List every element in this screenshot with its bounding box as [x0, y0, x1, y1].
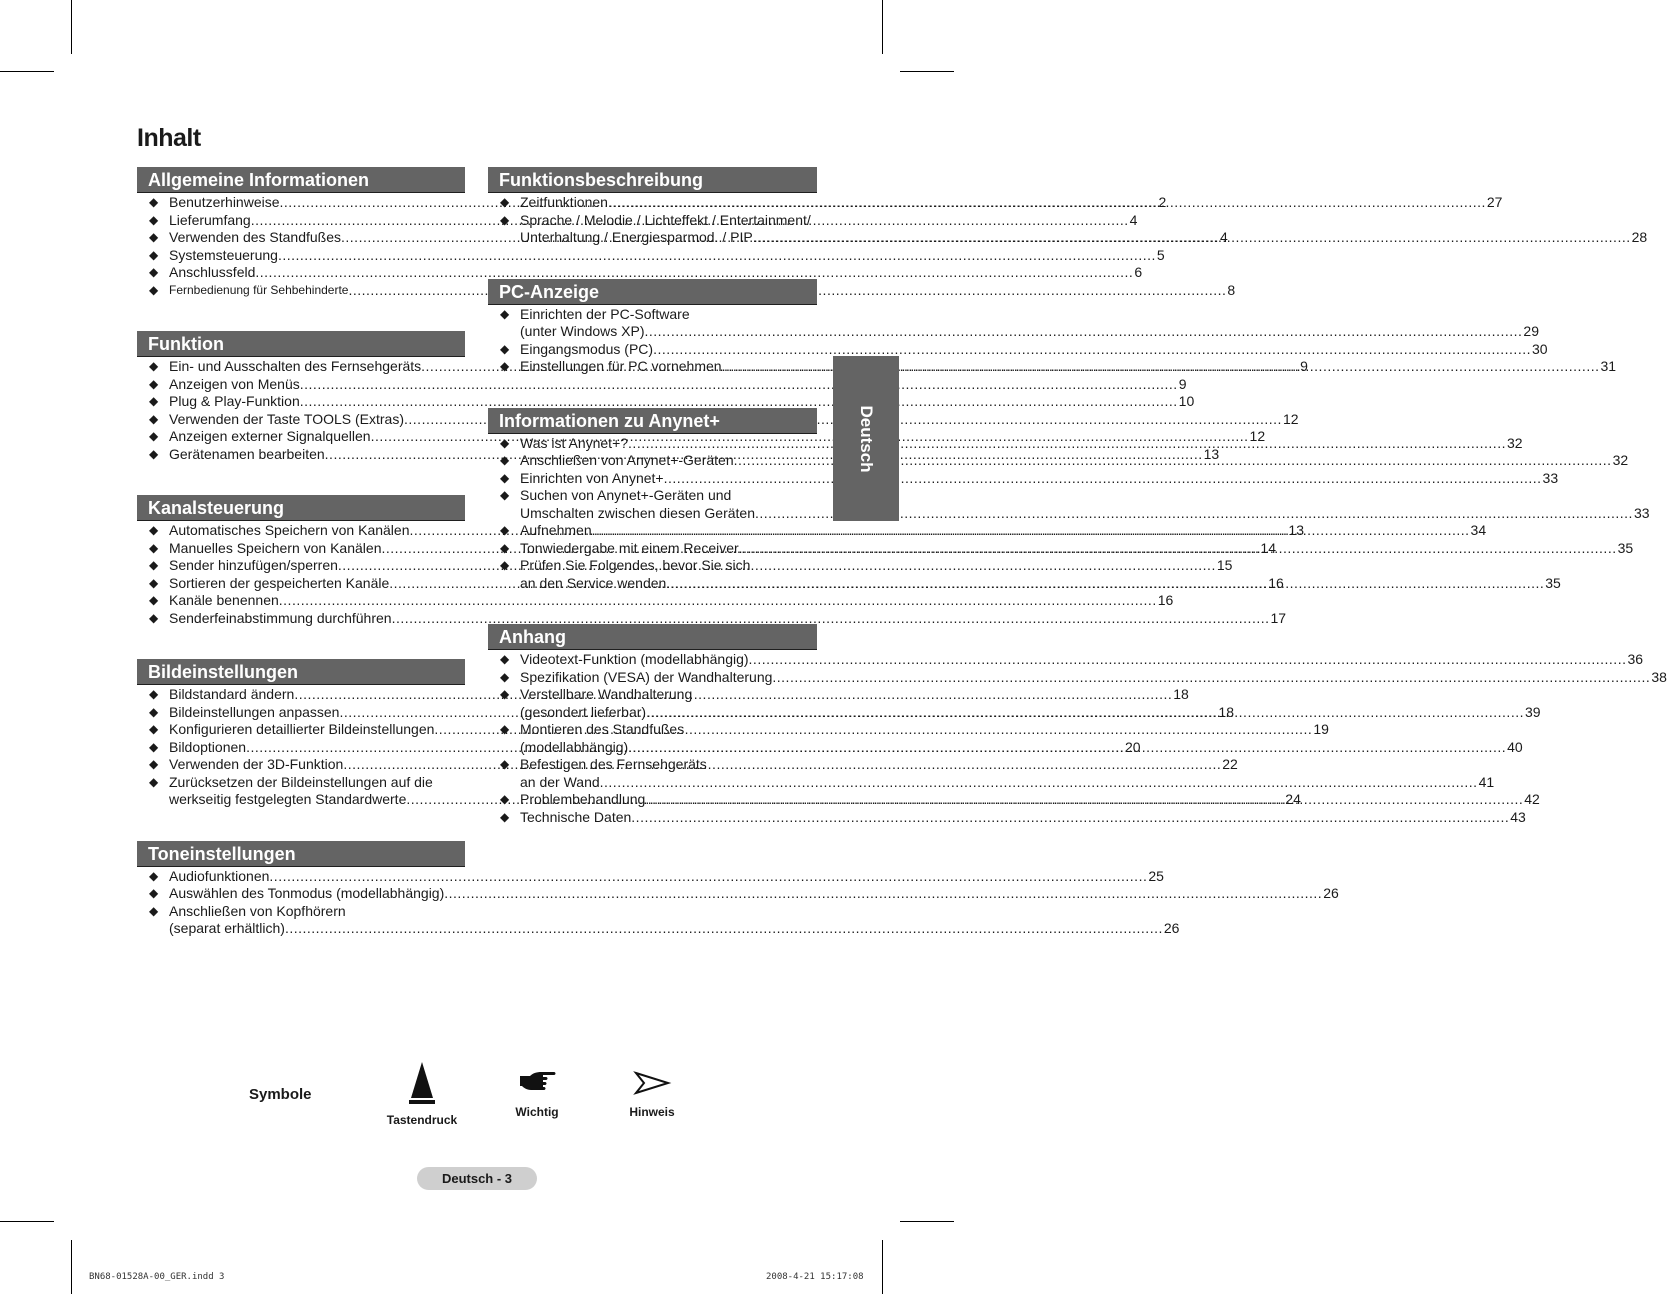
toc-page-number: 32 — [1506, 434, 1523, 451]
diamond-bullet-icon: ◆ — [149, 575, 159, 590]
toc-entry[interactable] — [488, 668, 1667, 687]
toc-page-number: 34 — [1470, 522, 1487, 538]
toc-entry-text: Unterhaltung / Energiesparmod. / PIP — [520, 229, 753, 245]
toc-page-number: 18 — [1218, 703, 1234, 720]
toc-entry-text: Sortieren der gespeicherten Kanäle — [169, 574, 390, 591]
diamond-bullet-icon: ◆ — [500, 195, 510, 209]
diamond-bullet-icon: ◆ — [500, 652, 510, 666]
diamond-bullet-icon: ◆ — [500, 809, 510, 824]
toc-page-number: 33 — [1633, 504, 1650, 521]
diamond-bullet-icon: ◆ — [149, 558, 159, 572]
toc-page-number: 6 — [1134, 264, 1143, 280]
toc-entry-text: Fernbedienung für Sehbehinderte — [169, 282, 349, 297]
diamond-bullet-icon: ◆ — [149, 212, 159, 227]
dot-leader — [645, 791, 1523, 809]
arrow-note-icon — [632, 1066, 672, 1100]
toc-entry-text: Befestigen des Fernsehgeräts — [520, 756, 707, 772]
toc-page-number: 16 — [1157, 592, 1174, 608]
print-slug-file: BN68-01528A-00_GER.indd 3 — [89, 1272, 225, 1282]
toc-entry-list — [488, 305, 1617, 376]
diamond-bullet-icon: ◆ — [149, 429, 159, 443]
symbol-press-key — [382, 1060, 462, 1127]
toc-entry[interactable] — [488, 358, 1617, 376]
crop-mark — [0, 71, 54, 72]
toc-page-number: 30 — [1532, 340, 1548, 357]
toc-entry-text: Sprache / Melodie / Lichteffekt / Entertainment/ — [520, 211, 811, 228]
toc-entry-text: Tonwiedergabe mit einem Receiver — [520, 539, 739, 556]
toc-page-number: 18 — [1173, 686, 1189, 702]
crop-mark — [71, 0, 72, 54]
section-heading: Toneinstellungen — [137, 841, 465, 867]
diamond-bullet-icon: ◆ — [500, 488, 510, 502]
toc-entry[interactable] — [488, 651, 1644, 669]
toc-page-number: 27 — [1486, 194, 1503, 210]
toc-entry-text: Bildoptionen — [169, 738, 247, 755]
diamond-bullet-icon: ◆ — [149, 593, 159, 607]
toc-entry-text: Sender hinzufügen/sperren — [169, 557, 338, 573]
crop-mark — [882, 1240, 883, 1294]
toc-entry-text: (unter Windows XP) — [520, 323, 645, 339]
toc-page-number: 10 — [1178, 393, 1195, 409]
crop-mark — [900, 71, 954, 72]
dot-leader — [608, 194, 1486, 212]
toc-page-number: 35 — [1617, 539, 1634, 556]
toc-page-number: 29 — [1523, 323, 1539, 339]
toc-entry[interactable] — [488, 305, 1539, 341]
diamond-bullet-icon: ◆ — [149, 446, 159, 461]
toc-page-number: 12 — [1249, 428, 1266, 444]
toc-entry-text: Systemsteuerung — [169, 246, 278, 263]
dot-leader — [628, 739, 1506, 757]
toc-page-number: 13 — [1203, 445, 1220, 462]
toc-entry-text: Spezifikation (VESA) der Wandhalterung — [520, 668, 773, 685]
toc-entry-text: Auswählen des Tonmodus (modellabhängig) — [169, 885, 445, 901]
toc-page-number: 19 — [1313, 721, 1329, 737]
diamond-bullet-icon: ◆ — [149, 195, 159, 209]
toc-entry[interactable] — [137, 885, 1339, 903]
page-title: Inhalt — [137, 124, 201, 152]
dot-leader — [628, 435, 1506, 453]
toc-section — [488, 167, 1648, 247]
toc-page-number: 26 — [1163, 920, 1180, 936]
pointing-hand-icon — [517, 1066, 557, 1100]
diamond-bullet-icon: ◆ — [500, 212, 510, 227]
toc-entry-text: Plug & Play-Funktion — [169, 393, 300, 409]
diamond-bullet-icon: ◆ — [500, 722, 510, 736]
toc-page-number: 39 — [1525, 703, 1541, 720]
toc-page-number: 28 — [1631, 229, 1648, 245]
dot-leader — [772, 669, 1650, 687]
toc-page-number: 41 — [1478, 773, 1495, 790]
diamond-bullet-icon: ◆ — [149, 411, 159, 426]
dot-leader — [600, 774, 1478, 792]
crop-mark — [900, 1221, 954, 1222]
toc-entry-text: Automatisches Speichern von Kanälen — [169, 522, 410, 538]
toc-entry-text: Zurücksetzen der Bildeinstellungen auf die — [169, 773, 433, 790]
toc-page-number: 14 — [1260, 539, 1276, 556]
diamond-bullet-icon: ◆ — [500, 359, 510, 373]
section-heading: Informationen zu Anynet+ — [488, 408, 817, 434]
toc-entry-text: Lieferumfang — [169, 211, 251, 228]
diamond-bullet-icon: ◆ — [149, 903, 159, 918]
diamond-bullet-icon: ◆ — [149, 610, 159, 625]
dot-leader — [269, 868, 1147, 886]
diamond-bullet-icon: ◆ — [149, 523, 159, 537]
toc-page-number: 4 — [1219, 229, 1228, 245]
diamond-bullet-icon: ◆ — [500, 558, 510, 572]
toc-entry-text: Zeitfunktionen — [520, 194, 608, 210]
toc-entry[interactable] — [488, 340, 1548, 359]
toc-entry-text: Anschlussfeld — [169, 264, 256, 280]
toc-entry[interactable] — [137, 609, 1287, 628]
toc-entry-list — [488, 193, 1648, 247]
toc-entry-text: Bildeinstellungen anpassen — [169, 703, 340, 720]
toc-entry-text: Umschalten zwischen diesen Geräten — [520, 504, 756, 521]
diamond-bullet-icon: ◆ — [500, 470, 510, 485]
diamond-bullet-icon: ◆ — [149, 886, 159, 900]
section-heading: Kanalsteuerung — [137, 495, 465, 521]
toc-page-number: 12 — [1282, 410, 1299, 427]
diamond-bullet-icon: ◆ — [149, 757, 159, 771]
symbol-caption: Hinweis — [629, 1105, 675, 1119]
toc-page-number: 4 — [1129, 211, 1138, 228]
diamond-bullet-icon: ◆ — [149, 247, 159, 262]
section-heading: Funktion — [137, 331, 465, 357]
toc-entry-text: Kanäle benennen — [169, 592, 279, 608]
diamond-bullet-icon: ◆ — [149, 868, 159, 883]
toc-entry-text: Anzeigen von Menüs — [169, 375, 300, 392]
toc-page-number: 25 — [1148, 867, 1164, 884]
toc-page-number: 26 — [1323, 885, 1339, 901]
toc-entry-text: Aufnehmen — [520, 522, 592, 538]
toc-entry-text: Einstellungen für PC vornehmen — [520, 358, 722, 374]
toc-page-number: 38 — [1651, 668, 1667, 685]
toc-entry-text: Verwenden des Standfußes — [169, 229, 342, 245]
toc-entry[interactable] — [137, 902, 1180, 938]
toc-page-number: 13 — [1288, 522, 1304, 538]
dot-leader — [664, 470, 1542, 488]
toc-page-number: 42 — [1524, 791, 1540, 807]
toc-entry-text: Manuelles Speichern von Kanälen — [169, 539, 382, 556]
section-heading: Bildeinstellungen — [137, 659, 465, 685]
toc-entry[interactable] — [137, 246, 1165, 265]
diamond-bullet-icon: ◆ — [500, 757, 510, 771]
dot-leader — [444, 885, 1322, 903]
toc-entry-text: (gesondert lieferbar) — [520, 703, 647, 720]
diamond-bullet-icon: ◆ — [149, 722, 159, 736]
toc-entry[interactable] — [137, 264, 1143, 282]
toc-page-number: 40 — [1507, 738, 1523, 755]
toc-entry-text: Senderfeinabstimmung durchführen — [169, 609, 392, 626]
toc-page-number: 8 — [1227, 281, 1236, 298]
toc-page-number: 9 — [1178, 375, 1187, 392]
toc-entry[interactable] — [488, 469, 1559, 488]
toc-page-number: 36 — [1627, 651, 1644, 667]
toc-page-number: 33 — [1542, 469, 1559, 486]
symbol-important — [497, 1066, 577, 1119]
diamond-bullet-icon: ◆ — [500, 341, 510, 356]
toc-entry-text: Was ist Anynet+? — [520, 434, 629, 451]
toc-entry-text: Technische Daten — [520, 808, 632, 825]
diamond-bullet-icon: ◆ — [500, 687, 510, 701]
toc-entry-text: Gerätenamen bearbeiten — [169, 445, 325, 462]
toc-page-number: 20 — [1125, 738, 1141, 755]
toc-entry-text: (separat erhältlich) — [169, 920, 285, 936]
toc-entry-list — [137, 867, 1339, 938]
toc-entry-text: Anschließen von Kopfhörern — [169, 902, 346, 919]
section-heading: Anhang — [488, 624, 817, 650]
toc-entry[interactable] — [488, 808, 1526, 827]
toc-entry-text: an den Service wenden — [520, 574, 667, 591]
toc-entry-text: Einrichten der PC-Software — [520, 305, 690, 322]
toc-page-number: 9 — [1300, 358, 1308, 374]
toc-page-number: 24 — [1285, 791, 1301, 807]
toc-entry[interactable] — [137, 592, 1174, 610]
dot-leader — [753, 229, 1631, 247]
toc-entry-text: Eingangsmodus (PC) — [520, 340, 654, 357]
toc-entry-text: Videotext-Funktion (modellabhängig) — [520, 651, 749, 667]
section-heading: Funktionsbeschreibung — [488, 167, 817, 193]
toc-page-number: 32 — [1612, 452, 1629, 468]
toc-page-number: 17 — [1270, 609, 1287, 626]
toc-entry-text: Prüfen Sie Folgendes, bevor Sie sich — [520, 557, 751, 573]
toc-entry-text: Suchen von Anynet+-Geräten und — [520, 487, 732, 503]
toc-page-number: 15 — [1216, 557, 1233, 573]
dot-leader — [739, 540, 1617, 558]
toc-page-number: 5 — [1156, 246, 1165, 263]
toc-entry[interactable] — [488, 487, 1650, 522]
toc-section — [137, 841, 1339, 938]
toc-entry[interactable] — [137, 867, 1164, 886]
toc-entry-text: Verwenden der Taste TOOLS (Extras) — [169, 410, 405, 427]
diamond-bullet-icon: ◆ — [500, 306, 510, 321]
toc-entry[interactable] — [488, 211, 1648, 247]
toc-page-number: 22 — [1222, 756, 1238, 772]
toc-entry-text: Bildstandard ändern — [169, 686, 295, 702]
symbol-caption: Wichtig — [515, 1105, 559, 1119]
diamond-bullet-icon: ◆ — [500, 435, 510, 450]
toc-entry-text: Anzeigen externer Signalquellen — [169, 428, 371, 444]
diamond-bullet-icon: ◆ — [500, 669, 510, 684]
toc-page-number: 35 — [1545, 574, 1561, 591]
diamond-bullet-icon: ◆ — [149, 540, 159, 555]
diamond-bullet-icon: ◆ — [149, 230, 159, 244]
diamond-bullet-icon: ◆ — [149, 704, 159, 719]
toc-page-number: 2 — [1158, 194, 1167, 210]
language-tab-label: Deutsch — [857, 404, 876, 473]
symbol-caption: Tastendruck — [386, 1113, 458, 1127]
dot-leader — [644, 323, 1522, 341]
dot-leader — [592, 522, 1470, 540]
print-slug-timestamp: 2008-4-21 15:17:08 — [766, 1272, 864, 1282]
toc-entry-text: Ein- und Ausschalten des Fernsehgeräts — [169, 358, 422, 374]
dot-leader — [749, 651, 1627, 669]
dot-leader — [285, 920, 1163, 938]
section-heading: PC-Anzeige — [488, 279, 817, 305]
dot-leader — [666, 575, 1544, 593]
diamond-bullet-icon: ◆ — [149, 359, 159, 373]
toc-page-number: 31 — [1600, 358, 1617, 374]
toc-entry[interactable] — [137, 375, 1187, 394]
toc-section — [488, 279, 1617, 376]
section-heading: Allgemeine Informationen — [137, 167, 465, 193]
toc-entry[interactable] — [488, 194, 1503, 212]
toc-entry-text: Einrichten von Anynet+ — [520, 469, 664, 486]
toc-entry-text: Benutzerhinweise — [169, 194, 280, 210]
toc-entry-text: Verstellbare Wandhalterung — [520, 686, 693, 702]
toc-entry-text: Problembehandlung — [520, 791, 646, 807]
dot-leader — [653, 341, 1531, 359]
toc-page-number: 16 — [1268, 574, 1284, 591]
toc-entry-text: werkseitig festgelegten Standardwerte — [169, 791, 407, 807]
toc-entry-text: Konfigurieren detaillierter Bildeinstellungen — [169, 721, 435, 737]
toc-entry[interactable] — [137, 393, 1195, 411]
language-tab[interactable] — [833, 356, 899, 521]
toc-entry-text: an der Wand — [520, 773, 600, 790]
toc-entry-text: Audiofunktionen — [169, 867, 270, 884]
toc-entry-text: Anschließen von Anynet+-Geräten — [520, 452, 734, 468]
diamond-bullet-icon: ◆ — [149, 282, 159, 297]
crop-mark — [0, 1221, 54, 1222]
dot-leader — [646, 704, 1524, 722]
toc-entry-text: Verwenden der 3D-Funktion — [169, 756, 344, 772]
crop-mark — [882, 0, 883, 54]
diamond-bullet-icon: ◆ — [500, 453, 510, 467]
dot-leader — [631, 809, 1509, 827]
press-key-icon — [407, 1060, 437, 1108]
diamond-bullet-icon: ◆ — [149, 265, 159, 279]
diamond-bullet-icon: ◆ — [500, 523, 510, 537]
page-number-pill: Deutsch - 3 — [417, 1167, 537, 1190]
diamond-bullet-icon: ◆ — [149, 774, 159, 789]
symbols-label: Symbole — [249, 1086, 312, 1103]
crop-mark — [71, 1240, 72, 1294]
diamond-bullet-icon: ◆ — [149, 687, 159, 701]
diamond-bullet-icon: ◆ — [500, 540, 510, 555]
diamond-bullet-icon: ◆ — [149, 739, 159, 754]
diamond-bullet-icon: ◆ — [500, 792, 510, 806]
symbol-note — [612, 1066, 692, 1119]
diamond-bullet-icon: ◆ — [149, 376, 159, 391]
diamond-bullet-icon: ◆ — [149, 394, 159, 408]
toc-entry-text: (modellabhängig) — [520, 738, 629, 755]
toc-entry-text: Montieren des Standfußes — [520, 721, 685, 737]
toc-page-number: 43 — [1510, 808, 1526, 825]
